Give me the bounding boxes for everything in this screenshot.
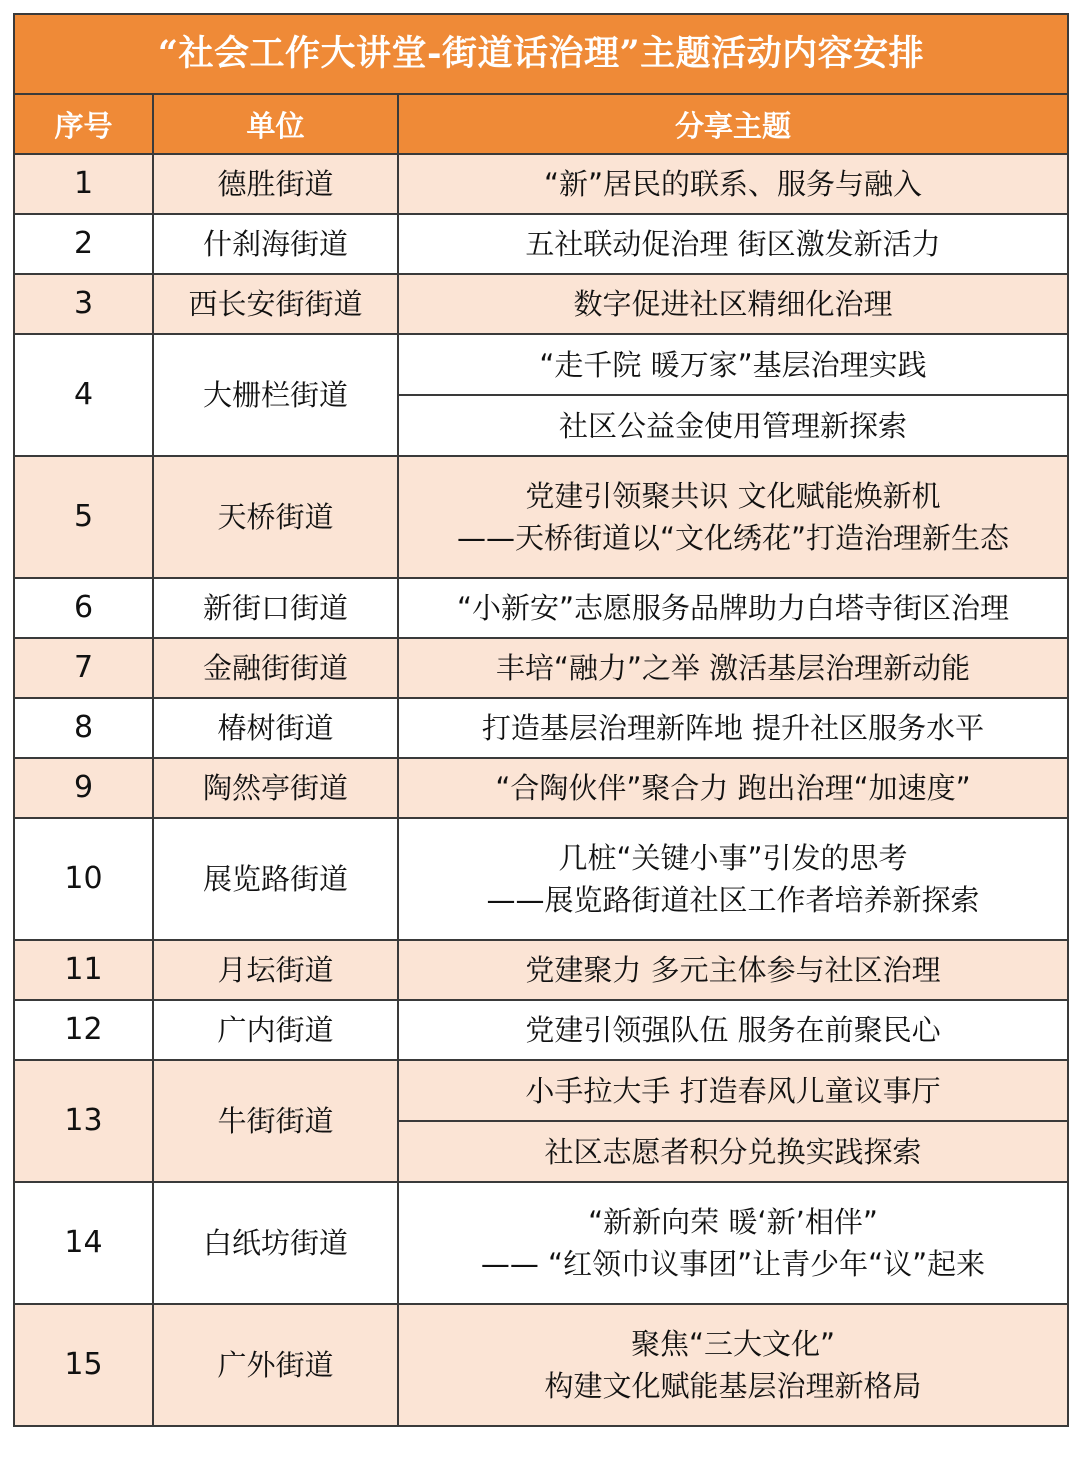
table-row <box>14 456 1068 578</box>
table-row <box>14 274 1068 334</box>
row-number: 3 <box>14 274 153 334</box>
row-unit: 金融街街道 <box>153 638 398 698</box>
row-number: 13 <box>14 1060 153 1182</box>
row-topic <box>398 818 1068 940</box>
row-topic: “小新安”志愿服务品牌助力白塔寺街区治理 <box>398 578 1068 638</box>
row-unit: 西长安街街道 <box>153 274 398 334</box>
row-unit: 牛街街道 <box>153 1060 398 1182</box>
table-row <box>14 1000 1068 1060</box>
row-topic: 丰培“融力”之举 激活基层治理新动能 <box>398 638 1068 698</box>
row-number: 5 <box>14 456 153 578</box>
row-number: 4 <box>14 334 153 456</box>
row-topic <box>398 456 1068 578</box>
row-topic: 社区志愿者积分兑换实践探索 <box>398 1121 1068 1182</box>
row-unit: 什刹海街道 <box>153 214 398 274</box>
table-row <box>14 698 1068 758</box>
row-topic: 社区公益金使用管理新探索 <box>398 395 1068 456</box>
row-topic-line: “新新向荣 暖‘新’相伴” <box>588 1205 878 1239</box>
row-unit: 陶然亭街道 <box>153 758 398 818</box>
row-number: 15 <box>14 1304 153 1426</box>
row-number: 11 <box>14 940 153 1000</box>
row-topic-line: 党建引领聚共识 文化赋能焕新机 <box>525 479 941 513</box>
row-unit: 天桥街道 <box>153 456 398 578</box>
schedule-table-body <box>14 14 1068 1426</box>
row-number: 6 <box>14 578 153 638</box>
row-topic: 党建引领强队伍 服务在前聚民心 <box>398 1000 1068 1060</box>
row-number: 14 <box>14 1182 153 1304</box>
table-title: “社会工作大讲堂-街道话治理”主题活动内容安排 <box>14 14 1068 94</box>
row-topic: “新”居民的联系、服务与融入 <box>398 154 1068 214</box>
row-topic-line: —— “红领巾议事团”让青少年“议”起来 <box>480 1247 986 1281</box>
row-topic-line: 聚焦“三大文化” <box>630 1327 836 1361</box>
row-topic: “合陶伙伴”聚合力 跑出治理“加速度” <box>398 758 1068 818</box>
row-topic: “走千院 暖万家”基层治理实践 <box>398 334 1068 395</box>
row-unit: 德胜街道 <box>153 154 398 214</box>
header-topic: 分享主题 <box>398 94 1068 154</box>
table-row <box>14 1060 1068 1121</box>
row-topic-line: 几桩“关键小事”引发的思考 <box>558 841 908 875</box>
row-topic-line: ——天桥街道以“文化绣花”打造治理新生态 <box>456 521 1010 555</box>
row-number: 10 <box>14 818 153 940</box>
schedule-table-wrapper <box>13 13 1067 1427</box>
row-unit: 椿树街道 <box>153 698 398 758</box>
header-no: 序号 <box>14 94 153 154</box>
table-row <box>14 154 1068 214</box>
header-unit: 单位 <box>153 94 398 154</box>
table-row <box>14 214 1068 274</box>
row-number: 8 <box>14 698 153 758</box>
row-number: 7 <box>14 638 153 698</box>
table-row <box>14 818 1068 940</box>
row-topic <box>398 1182 1068 1304</box>
row-topic: 五社联动促治理 街区激发新活力 <box>398 214 1068 274</box>
row-unit: 广外街道 <box>153 1304 398 1426</box>
row-unit: 展览路街道 <box>153 818 398 940</box>
row-unit: 广内街道 <box>153 1000 398 1060</box>
row-number: 2 <box>14 214 153 274</box>
row-number: 12 <box>14 1000 153 1060</box>
row-unit: 白纸坊街道 <box>153 1182 398 1304</box>
schedule-table <box>13 13 1069 1427</box>
row-unit: 大栅栏街道 <box>153 334 398 456</box>
row-topic: 数字促进社区精细化治理 <box>398 274 1068 334</box>
table-row <box>14 638 1068 698</box>
row-topic: 小手拉大手 打造春风儿童议事厅 <box>398 1060 1068 1121</box>
row-topic-line: 构建文化赋能基层治理新格局 <box>544 1369 922 1403</box>
row-number: 9 <box>14 758 153 818</box>
row-topic: 党建聚力 多元主体参与社区治理 <box>398 940 1068 1000</box>
row-unit: 新街口街道 <box>153 578 398 638</box>
table-row <box>14 758 1068 818</box>
row-topic <box>398 1304 1068 1426</box>
row-topic: 打造基层治理新阵地 提升社区服务水平 <box>398 698 1068 758</box>
table-row <box>14 1304 1068 1426</box>
row-number: 1 <box>14 154 153 214</box>
table-row <box>14 940 1068 1000</box>
table-row <box>14 1182 1068 1304</box>
table-row <box>14 334 1068 395</box>
table-row <box>14 578 1068 638</box>
row-unit: 月坛街道 <box>153 940 398 1000</box>
row-topic-line: ——展览路街道社区工作者培养新探索 <box>486 883 980 917</box>
